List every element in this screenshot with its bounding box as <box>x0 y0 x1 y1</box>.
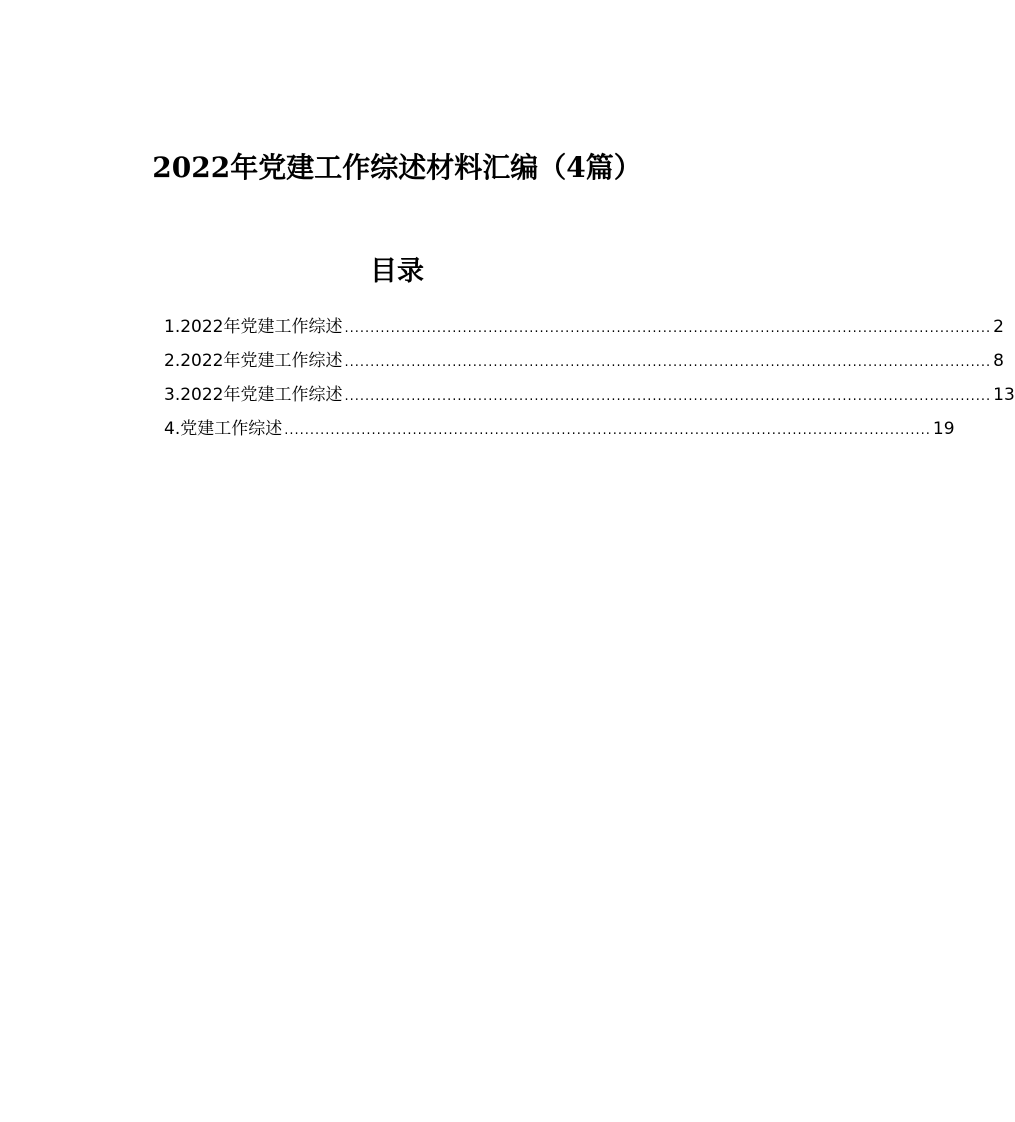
table-of-contents <box>164 310 1015 446</box>
toc-leader-dots: .............................................................................................................................. <box>344 355 992 370</box>
toc-leader-dots: .............................................................................................................................. <box>344 389 992 404</box>
toc-page-number: 2 <box>993 317 1004 337</box>
toc-entry-label: 1.2022年党建工作综述 <box>164 317 343 337</box>
toc-entry-label: 2.2022年党建工作综述 <box>164 351 343 371</box>
toc-leader-dots: .............................................................................................................................. <box>284 423 931 438</box>
toc-entry-3[interactable] <box>164 378 1015 412</box>
toc-heading: 目录 <box>370 256 424 287</box>
toc-page-number: 13 <box>993 385 1015 405</box>
toc-page-number: 19 <box>932 419 955 439</box>
toc-page-number: 8 <box>993 351 1004 371</box>
toc-entry-label: 3.2022年党建工作综述 <box>164 385 343 405</box>
toc-entry-4[interactable] <box>164 412 955 446</box>
toc-entry-label: 4.党建工作综述 <box>164 419 283 439</box>
toc-leader-dots: .............................................................................................................................. <box>344 321 992 336</box>
toc-entry-2[interactable] <box>164 344 1004 378</box>
toc-entry-1[interactable] <box>164 310 1004 344</box>
document-title: 2022年党建工作综述材料汇编（4篇） <box>152 151 642 184</box>
